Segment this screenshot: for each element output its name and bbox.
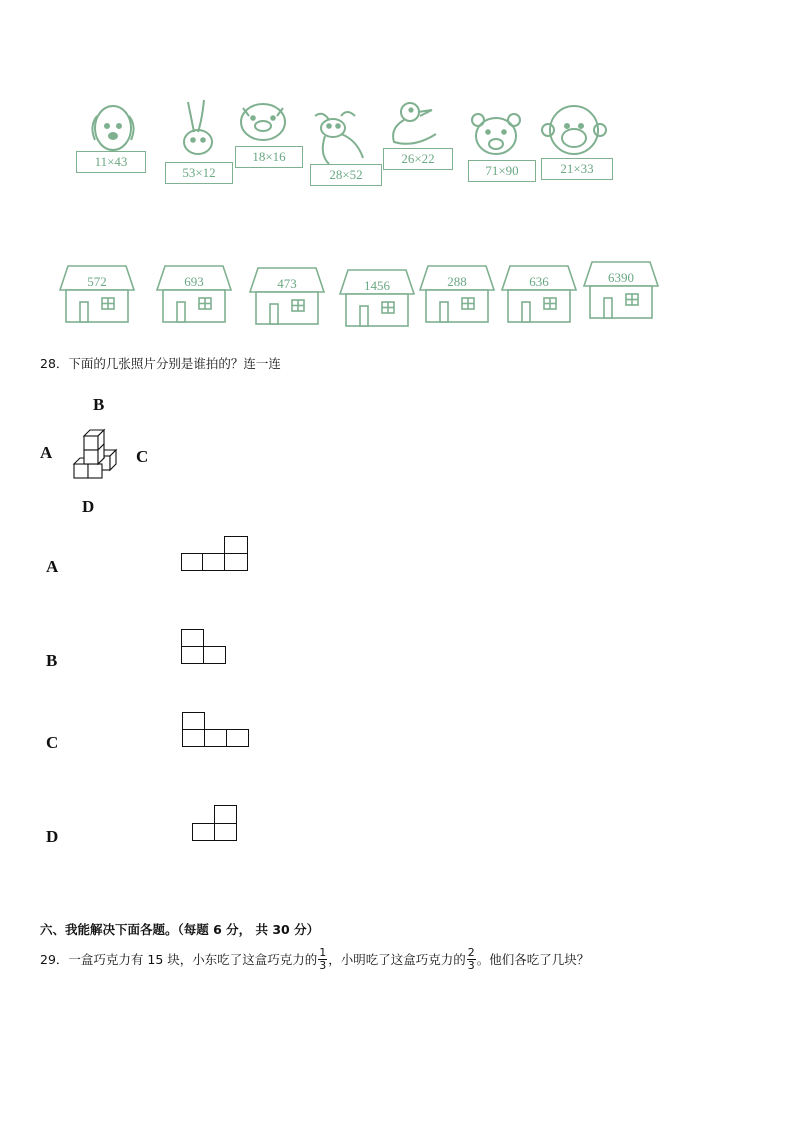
house-6390 <box>582 260 660 320</box>
option-label-a: A <box>46 557 59 576</box>
house-572 <box>58 264 136 324</box>
house-number: 473 <box>277 276 297 291</box>
house-1456 <box>338 268 416 328</box>
question-29-part3: 。他们各吃了几块？ <box>476 952 590 967</box>
question-28-text: 28．下面的几张照片分别是谁拍的？连一连 <box>40 356 281 371</box>
duck-icon <box>382 100 446 150</box>
fraction-denominator: 3 <box>467 958 475 972</box>
house-number: 572 <box>87 274 107 289</box>
house-473 <box>248 266 326 326</box>
animal-card-dog: 11×43 <box>76 151 146 173</box>
house-288 <box>418 264 496 324</box>
fraction-one-third <box>318 947 327 972</box>
question-29-text <box>40 942 589 976</box>
fraction-numerator: 2 <box>467 945 475 959</box>
animal-card-rabbit: 53×12 <box>165 162 233 184</box>
rabbit-icon <box>170 98 230 166</box>
fraction-numerator: 1 <box>319 945 327 959</box>
option-label-b: B <box>46 651 58 670</box>
animal-card-duck: 26×22 <box>383 148 453 170</box>
house-number: 1456 <box>364 278 390 293</box>
viewer-label-bottom: D <box>82 497 95 516</box>
dog-icon <box>85 98 145 158</box>
viewer-label-right: C <box>136 447 149 466</box>
house-number: 693 <box>184 274 204 289</box>
house-693 <box>155 264 233 324</box>
section-6-title: 六、我能解决下面各题。（每题 6 分， 共 30 分） <box>40 922 320 937</box>
animal-card-goat: 28×52 <box>310 164 382 186</box>
viewer-label-left: A <box>40 443 53 462</box>
house-number: 6390 <box>608 270 634 285</box>
question-29-part2: ，小明吃了这盒巧克力的 <box>328 952 466 967</box>
monkey-icon <box>538 102 610 162</box>
animal-card-monkey: 21×33 <box>541 158 613 180</box>
option-label-c: C <box>46 733 59 752</box>
viewer-label-top: B <box>93 395 105 414</box>
pig-icon <box>235 98 295 148</box>
house-number: 288 <box>447 274 467 289</box>
animal-card-pig: 18×16 <box>235 146 303 168</box>
question-29-part1: 29．一盒巧克力有 15 块，小东吃了这盒巧克力的 <box>40 952 318 967</box>
option-label-d: D <box>46 827 59 846</box>
cube-stack-figure <box>70 427 122 483</box>
house-636 <box>500 264 578 324</box>
fraction-denominator: 3 <box>319 958 327 972</box>
house-number: 636 <box>529 274 549 289</box>
fraction-two-thirds <box>467 947 476 972</box>
animal-card-bear: 71×90 <box>468 160 536 182</box>
goat-icon <box>305 108 371 168</box>
bear-icon <box>468 110 524 160</box>
